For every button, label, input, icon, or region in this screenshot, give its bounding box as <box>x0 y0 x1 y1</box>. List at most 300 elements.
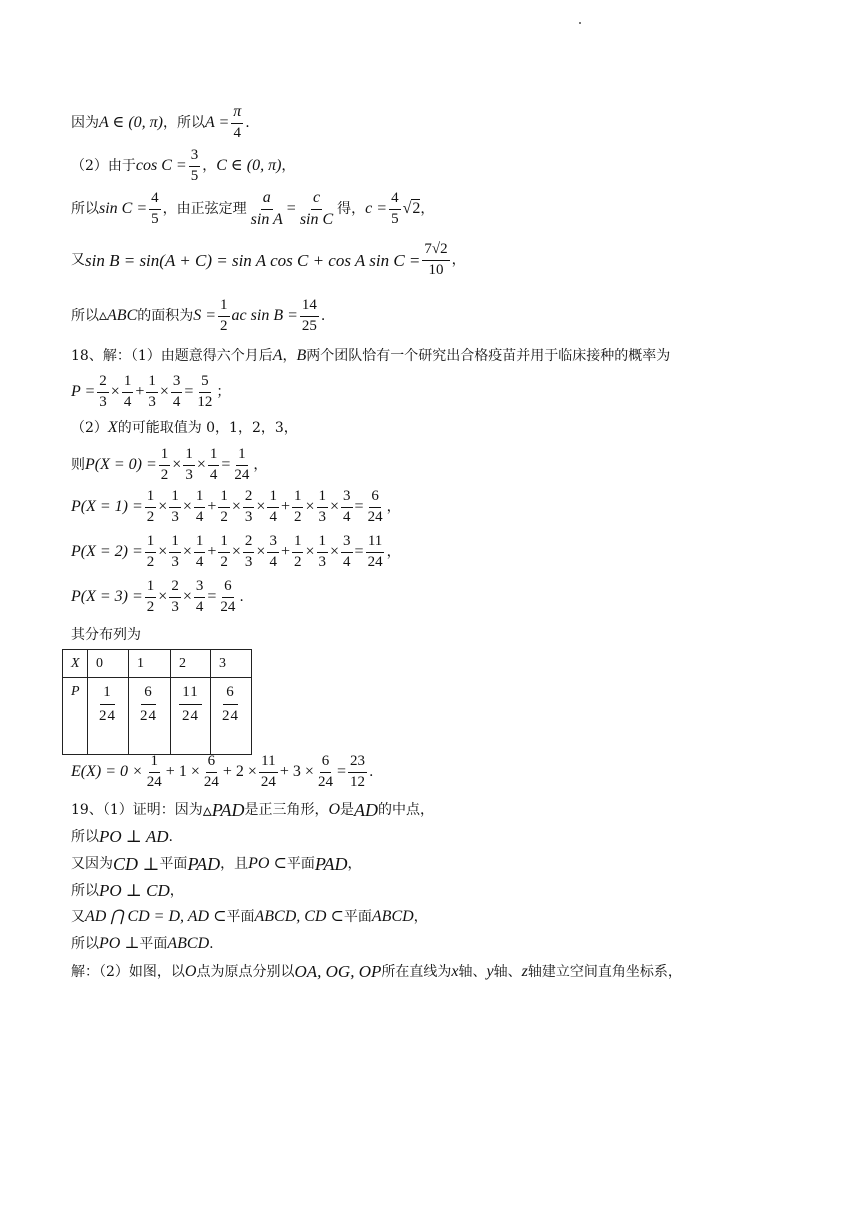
operator: × <box>182 498 192 516</box>
text: 解：（2）如图，以 <box>71 963 185 980</box>
line-4 <box>71 242 466 279</box>
operator: = <box>207 588 217 606</box>
fraction <box>122 374 134 411</box>
text: 两个团队恰有一个研究出合格疫苗并用于临床接种的概率为 <box>306 348 671 364</box>
operator: + <box>207 498 217 516</box>
fraction <box>341 489 353 526</box>
table-cell <box>88 678 129 755</box>
denominator: 2 <box>293 508 302 525</box>
text: 又因为 <box>71 856 113 872</box>
numerator: 3 <box>341 534 353 553</box>
numerator: 1 <box>149 754 161 773</box>
denominator: 24 <box>367 553 383 570</box>
operator: = <box>354 543 364 561</box>
math: X <box>107 419 118 436</box>
fraction <box>219 684 242 725</box>
fraction <box>195 374 214 411</box>
fraction <box>194 579 206 616</box>
denominator: 2 <box>293 553 302 570</box>
math: S = <box>193 307 217 325</box>
text: 是正三角形， <box>244 802 329 818</box>
numerator: a <box>261 190 273 210</box>
fraction <box>298 190 335 229</box>
fraction <box>179 684 202 725</box>
table-cell <box>171 678 211 755</box>
text: 又 <box>71 909 85 925</box>
numerator: 11 <box>179 684 201 705</box>
text: 又 <box>71 252 85 269</box>
numerator: 5 <box>199 374 211 393</box>
operator: × <box>305 498 315 516</box>
fraction <box>183 447 195 484</box>
line-21 <box>71 963 682 980</box>
fraction <box>218 534 230 571</box>
denominator: 24 <box>317 773 333 790</box>
text: ； <box>216 384 231 401</box>
header-dot <box>579 22 581 24</box>
fraction <box>317 489 329 526</box>
text: . <box>209 936 214 952</box>
numerator: 2 <box>243 534 255 553</box>
numerator: 1 <box>292 489 304 508</box>
fraction <box>194 534 206 571</box>
fraction <box>145 579 157 616</box>
math: c = <box>365 200 388 218</box>
text: 18、解：（1）由题意得六个月后 <box>71 348 273 364</box>
denominator: 5 <box>391 210 399 227</box>
text: ， <box>420 201 435 218</box>
numerator: 1 <box>317 534 329 553</box>
math: ABCD <box>371 908 414 925</box>
line-9 <box>71 447 267 484</box>
denominator: 3 <box>148 393 156 410</box>
math: ABCD, CD ⊂ <box>254 908 344 925</box>
fraction <box>231 104 243 142</box>
denominator: 2 <box>146 598 155 615</box>
denominator: 24 <box>203 773 219 790</box>
math: PAD <box>187 854 221 874</box>
distribution-table <box>62 649 252 755</box>
operator: × <box>182 543 192 561</box>
numerator: 1 <box>208 447 220 466</box>
math: sin C = <box>99 200 148 218</box>
numerator: 1 <box>236 447 248 466</box>
numerator: 1 <box>145 489 157 508</box>
numerator: 1 <box>194 489 206 508</box>
math: y <box>486 962 494 980</box>
text: . <box>368 764 374 781</box>
line-12 <box>71 579 244 616</box>
text: ， <box>347 856 362 872</box>
operator: + <box>135 383 145 401</box>
text: . <box>245 114 250 131</box>
denominator: 12 <box>197 393 213 410</box>
text: 所以 <box>71 308 99 325</box>
numerator: 1 <box>122 374 134 393</box>
denominator: 3 <box>171 508 179 525</box>
text: ， <box>413 909 428 925</box>
table-cell <box>211 678 252 755</box>
fraction <box>389 191 401 228</box>
numerator: 1 <box>218 534 230 553</box>
text: 平面 <box>286 856 315 872</box>
fraction <box>149 191 161 228</box>
table-cell: 2 <box>171 650 211 678</box>
math: PAD <box>314 854 348 874</box>
denominator: 4 <box>195 508 204 525</box>
fraction <box>218 489 230 526</box>
operator: × <box>158 498 168 516</box>
numerator: 6 <box>141 684 156 705</box>
line-5 <box>71 298 325 335</box>
denominator: 2 <box>160 466 169 483</box>
math: AD ⋂ CD = D, AD ⊂ <box>85 908 227 925</box>
denominator: 3 <box>244 553 253 570</box>
numerator: 2 <box>243 489 255 508</box>
sqrt: √2 <box>402 200 421 218</box>
line-18 <box>71 882 184 899</box>
numerator: 1 <box>292 534 304 553</box>
text: . <box>168 828 173 845</box>
math: B <box>296 347 307 364</box>
math: ▵ABC <box>99 307 138 325</box>
numerator: 6 <box>206 754 218 773</box>
numerator: 1 <box>100 684 115 705</box>
fraction <box>218 579 237 616</box>
fraction <box>146 374 158 411</box>
text: 是 <box>340 802 355 818</box>
fraction <box>243 489 255 526</box>
numerator: 4 <box>149 191 161 210</box>
numerator: 1 <box>169 534 181 553</box>
table-cell: 3 <box>211 650 252 678</box>
math: PO ⊥ CD <box>99 881 170 900</box>
text: 的可能取值为 0，1，2，3， <box>117 420 298 436</box>
line-14 <box>71 754 373 791</box>
denominator: sin A <box>250 210 283 228</box>
math: A = <box>205 113 230 131</box>
operator: × <box>182 588 192 606</box>
fraction <box>145 534 157 571</box>
denominator: 24 <box>220 598 236 615</box>
math: P = <box>71 383 96 401</box>
line-6 <box>71 348 670 364</box>
denominator: 24 <box>367 508 383 525</box>
fraction <box>317 534 329 571</box>
line-11 <box>71 534 401 571</box>
line-2 <box>71 148 295 185</box>
denominator: 24 <box>99 708 116 724</box>
text: 平面 <box>226 909 255 925</box>
fraction <box>259 754 278 791</box>
math: PO ⊥ <box>99 935 140 952</box>
text: 所以 <box>71 201 99 218</box>
table-cell: 1 <box>129 650 171 678</box>
text: ， <box>253 457 268 474</box>
denominator: 2 <box>220 553 228 570</box>
table-cell: 0 <box>88 650 129 678</box>
denominator: 3 <box>318 508 327 525</box>
line-10 <box>71 489 401 526</box>
fraction <box>202 754 221 791</box>
denominator: 4 <box>209 466 218 483</box>
operator: = <box>336 763 346 781</box>
denominator: 4 <box>269 508 277 525</box>
text: ， <box>281 158 296 175</box>
numerator: 1 <box>169 489 181 508</box>
operator: = <box>354 498 364 516</box>
numerator: 1 <box>145 534 157 553</box>
denominator: sin C <box>299 210 334 228</box>
fraction <box>341 534 353 571</box>
fraction <box>422 242 449 279</box>
fraction <box>169 489 181 526</box>
text: . <box>320 308 326 325</box>
numerator: 6 <box>222 579 234 598</box>
math: sin B = sin(A + C) = sin A cos C + cos A sin C = <box>85 250 421 270</box>
denominator: 24 <box>260 773 276 790</box>
numerator: 1 <box>218 298 230 317</box>
math: O <box>328 801 341 818</box>
numerator: 3 <box>194 579 206 598</box>
denominator: 4 <box>343 508 351 525</box>
line-8 <box>71 420 298 436</box>
text: 所以 <box>71 882 99 899</box>
text: 所在直线为 <box>381 963 452 980</box>
table-row <box>63 650 252 678</box>
numerator: 4 <box>389 191 401 210</box>
operator: × <box>159 383 169 401</box>
fraction <box>96 684 119 725</box>
denominator: 2 <box>146 553 155 570</box>
fraction <box>300 298 319 335</box>
fraction <box>366 534 385 571</box>
numerator: 3 <box>341 489 353 508</box>
line-16 <box>71 828 173 845</box>
denominator: 2 <box>220 508 228 525</box>
denominator: 24 <box>222 708 239 724</box>
text: ， <box>386 499 401 516</box>
line-20 <box>71 936 214 952</box>
operator: = <box>221 456 231 474</box>
math: P(X = 1) = <box>71 498 143 516</box>
denominator: 4 <box>195 598 204 615</box>
math: PO ⊂ <box>248 855 287 872</box>
denominator: 4 <box>343 553 351 570</box>
math: C ∈ (0, π) <box>216 157 282 175</box>
operator: + <box>280 543 290 561</box>
numerator: 23 <box>348 754 367 773</box>
math: A <box>272 347 283 364</box>
operator: × <box>158 588 168 606</box>
denominator: 4 <box>269 553 277 570</box>
fraction <box>232 447 251 484</box>
operator: × <box>330 543 340 561</box>
math: = <box>286 200 296 218</box>
fraction <box>292 489 304 526</box>
fraction <box>366 489 385 526</box>
text: ，由正弦定理 <box>162 201 247 218</box>
text: . <box>239 589 244 606</box>
numerator: 1 <box>317 489 329 508</box>
text: 的面积为 <box>137 308 194 325</box>
operator: × <box>158 543 168 561</box>
denominator: 4 <box>172 393 181 410</box>
denominator: 4 <box>233 124 242 141</box>
operator: + <box>280 498 290 516</box>
fraction <box>189 148 201 185</box>
operator: × <box>196 456 206 474</box>
text: ， <box>282 348 297 364</box>
denominator: 3 <box>171 598 179 615</box>
fraction <box>145 489 157 526</box>
table-cell <box>129 678 171 755</box>
fraction <box>171 374 183 411</box>
text: 平面 <box>159 856 188 872</box>
operator: × <box>110 383 120 401</box>
math: E(X) = 0 × <box>71 763 143 781</box>
math: OA, OG, OP <box>294 962 382 981</box>
fraction <box>159 447 171 484</box>
table-cell: P <box>63 678 88 755</box>
text: （2）由于 <box>71 158 136 175</box>
text: 平面 <box>343 909 372 925</box>
fraction <box>292 534 304 571</box>
line-1 <box>71 104 250 142</box>
numerator: 1 <box>218 489 230 508</box>
denominator: 4 <box>123 393 132 410</box>
text: 的中点， <box>378 802 435 818</box>
operator: × <box>231 498 241 516</box>
numerator: 1 <box>267 489 279 508</box>
numerator: 3 <box>171 374 183 393</box>
fraction <box>169 579 181 616</box>
denominator: 12 <box>349 773 365 790</box>
denominator: 4 <box>195 553 204 570</box>
text: 所以 <box>71 828 99 845</box>
fraction <box>208 447 220 484</box>
denominator: 2 <box>220 317 228 334</box>
text: 因为 <box>71 114 99 131</box>
operator: × <box>305 543 315 561</box>
fraction <box>316 754 335 791</box>
denominator: 24 <box>140 708 157 724</box>
fraction <box>218 298 230 335</box>
math: ac sin B = <box>231 307 298 325</box>
denominator: 2 <box>146 508 155 525</box>
operator: × <box>172 456 182 474</box>
fraction <box>267 534 279 571</box>
text: ， <box>386 544 401 561</box>
fraction <box>97 374 109 411</box>
numerator: 1 <box>146 374 158 393</box>
math: P(X = 3) = <box>71 588 143 606</box>
numerator: 1 <box>159 447 171 466</box>
fraction <box>145 754 164 791</box>
numerator: 11 <box>259 754 277 773</box>
operator: × <box>256 543 266 561</box>
text: 其分布列为 <box>71 627 141 643</box>
numerator: 1 <box>145 579 157 598</box>
operator: + 1 × <box>165 763 200 781</box>
denominator: 24 <box>146 773 162 790</box>
operator: × <box>256 498 266 516</box>
numerator: 3 <box>189 148 201 167</box>
text: （2） <box>71 420 108 436</box>
numerator: 6 <box>223 684 238 705</box>
numerator: 3 <box>267 534 279 553</box>
denominator: 25 <box>301 317 317 334</box>
text: 轴、 <box>458 963 487 980</box>
text: 轴、 <box>493 963 522 980</box>
line-13 <box>71 628 141 642</box>
denominator: 5 <box>190 167 199 184</box>
text: ， <box>451 252 466 269</box>
fraction <box>169 534 181 571</box>
line-15 <box>71 801 434 819</box>
fraction <box>243 534 255 571</box>
text: 所以 <box>71 936 99 952</box>
fraction <box>348 754 367 791</box>
text: 点为原点分别以 <box>196 963 295 980</box>
text: ， <box>169 882 184 899</box>
math: z <box>521 962 528 980</box>
fraction <box>267 489 279 526</box>
denominator: 3 <box>99 393 107 410</box>
denominator: 24 <box>182 708 199 724</box>
operator: = <box>184 383 194 401</box>
math: PO ⊥ AD <box>99 827 169 846</box>
numerator: π <box>231 104 243 124</box>
text: ， <box>202 158 217 175</box>
math: P(X = 2) = <box>71 543 143 561</box>
math: ABCD <box>167 935 210 952</box>
operator: × <box>231 543 241 561</box>
numerator: 6 <box>369 489 381 508</box>
denominator: 3 <box>185 466 193 483</box>
text: 轴建立空间直角坐标系， <box>527 963 682 980</box>
math: AD <box>354 800 379 820</box>
denominator: 3 <box>171 553 179 570</box>
text: 得， <box>337 201 366 218</box>
fraction <box>249 190 285 229</box>
numerator: 11 <box>366 534 384 553</box>
numerator: 1 <box>183 447 195 466</box>
denominator: 10 <box>428 261 444 278</box>
denominator: 24 <box>234 466 250 483</box>
denominator: 3 <box>244 508 253 525</box>
fraction <box>194 489 206 526</box>
text: ，且 <box>220 856 249 872</box>
text: 19、（1）证明：因为 <box>71 802 203 818</box>
numerator: 14 <box>300 298 319 317</box>
math: O <box>184 962 197 980</box>
operator: + <box>207 543 217 561</box>
numerator: 6 <box>320 754 332 773</box>
math: cos C = <box>135 157 187 175</box>
math: x <box>451 962 459 980</box>
operator: + 2 × <box>222 763 257 781</box>
text: ，所以 <box>163 114 205 131</box>
text: 平面 <box>139 936 168 952</box>
math: P(X = 0) = <box>85 456 157 474</box>
numerator: c <box>311 190 322 210</box>
line-19 <box>71 909 428 925</box>
numerator: 7√2 <box>422 242 449 261</box>
text: 则 <box>71 457 85 474</box>
table-row <box>63 678 252 755</box>
line-3 <box>71 190 434 229</box>
